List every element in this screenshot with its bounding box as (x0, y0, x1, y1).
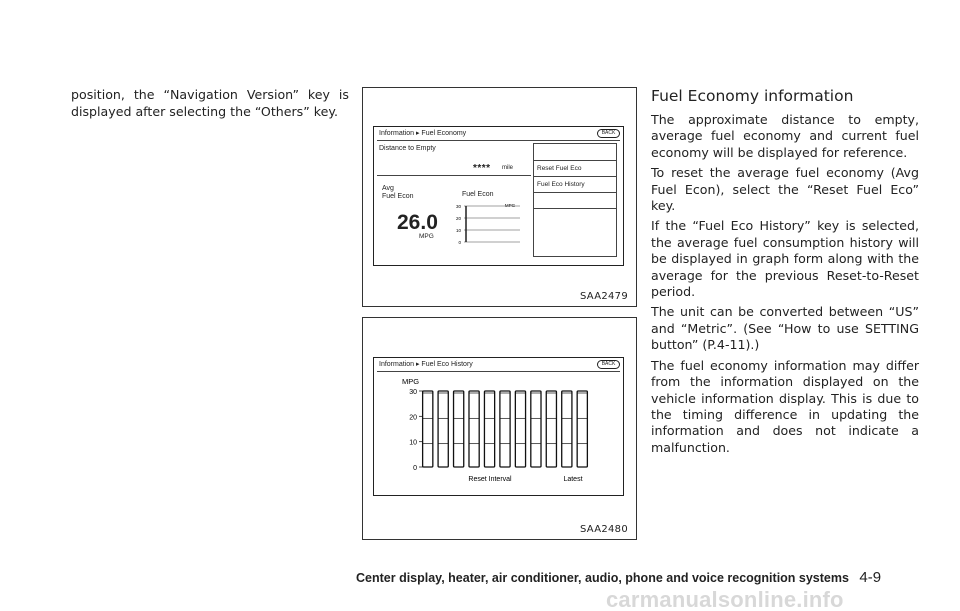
history-bar (454, 391, 464, 467)
distance-to-empty-label: Distance to Empty (379, 145, 436, 152)
menu-row-empty (534, 193, 616, 209)
section-divider (377, 175, 531, 176)
fuel-eco-history-button[interactable]: Fuel Eco History (534, 177, 616, 193)
gauge-tick-label: 0 (458, 240, 461, 245)
history-bar (500, 391, 510, 467)
footer-title: Center display, heater, air conditioner, audio, phone and voice recognition systems (356, 571, 849, 585)
breadcrumb: Information ▸ Fuel Economy (379, 130, 467, 137)
gauge-tick-label: 20 (455, 216, 461, 221)
fuel-eco-history-screen (373, 357, 624, 496)
history-bar (562, 391, 572, 467)
paragraph: To reset the average fuel economy (Avg Fuel Econ), select the “Reset Fuel Eco” key. (651, 165, 919, 214)
menu-row-empty (534, 209, 616, 225)
fuel-econ-gauge-title: Fuel Econ (462, 191, 494, 198)
breadcrumb: Information ▸ Fuel Eco History (379, 361, 473, 368)
header-divider (377, 140, 620, 141)
figure-code: SAA2480 (579, 524, 628, 535)
history-bar (438, 391, 448, 467)
history-bar (531, 391, 541, 467)
y-tick-label: 20 (409, 414, 417, 422)
fuel-economy-menu (533, 143, 617, 257)
figure-code: SAA2479 (579, 291, 628, 302)
history-bar (423, 391, 433, 467)
figure-fuel-eco-history (362, 317, 637, 540)
gauge-tick-label: 10 (455, 228, 461, 233)
section-title: Fuel Economy information (651, 87, 854, 105)
page-number: 4-9 (859, 569, 882, 586)
y-axis-label: MPG (402, 377, 420, 386)
left-column-text: position, the “Navigation Version” key is displayed after selecting the “Others” key. (71, 87, 349, 119)
paragraph: If the “Fuel Eco History” key is selected, the average fuel consumption history will be displayed in graph form along with the average for the previous Reset-to-Reset period. (651, 218, 919, 300)
gauge-tick-label: 30 (455, 204, 461, 209)
back-button[interactable]: BACK (597, 129, 620, 138)
x-axis-label: Reset Interval (468, 476, 512, 483)
header-divider (377, 371, 620, 372)
y-tick-label: 30 (409, 389, 417, 396)
y-tick-label: 10 (409, 439, 417, 447)
distance-unit: mile (502, 165, 514, 171)
x-axis-label: Latest (563, 476, 583, 483)
avg-fuel-econ-label (382, 185, 414, 201)
distance-value: **** (473, 163, 491, 174)
history-bar (515, 391, 525, 467)
avg-label-line2: Fuel Econ (382, 193, 414, 200)
avg-fuel-econ-value: 26.0 (397, 211, 438, 234)
history-bar (546, 391, 556, 467)
reset-fuel-eco-button[interactable]: Reset Fuel Eco (534, 161, 616, 177)
back-button[interactable]: BACK (597, 360, 620, 369)
paragraph: The approximate distance to empty, average fuel economy and current fuel economy will be displayed for reference. (651, 112, 919, 160)
avg-label-line1: Avg (382, 185, 394, 192)
fuel-econ-gauge (452, 201, 522, 247)
gauge-unit: MPG (504, 203, 516, 208)
fuel-eco-history-chart (374, 374, 622, 492)
fuel-economy-section (651, 86, 919, 460)
avg-fuel-econ-unit: MPG (419, 233, 434, 240)
watermark: carmanualsonline.info (606, 587, 844, 611)
fuel-economy-screen (373, 126, 624, 266)
figure-fuel-economy (362, 87, 637, 307)
history-bar (484, 391, 494, 467)
footer (356, 569, 926, 587)
y-tick-label: 0 (413, 465, 417, 472)
paragraph: The unit can be converted between “US” and “Metric”. (See “How to use SETTING button” (P.4-11).) (651, 304, 919, 353)
history-bar (577, 391, 587, 467)
paragraph: The fuel economy information may differ from the information displayed on the vehicle information display. This is due to the timing difference in updating the information and does not indicate a malfunction. (651, 357, 919, 455)
history-bar (469, 391, 479, 467)
menu-row-empty (534, 144, 616, 161)
